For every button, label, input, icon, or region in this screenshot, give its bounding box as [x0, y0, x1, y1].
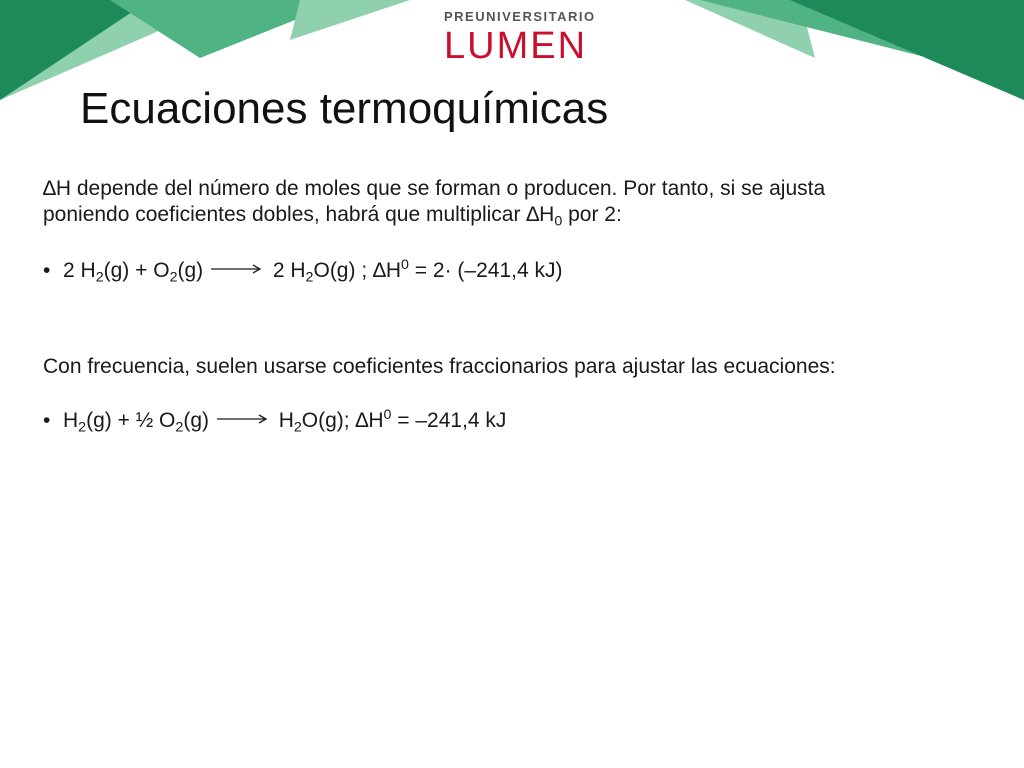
subscript: 2 — [169, 269, 178, 286]
eq1-product-h2o: 2 H — [272, 259, 306, 282]
intro-text-end: por 2: — [562, 203, 622, 226]
reaction-arrow-icon — [217, 414, 269, 424]
subscript: 2 — [95, 269, 104, 286]
logo-subtitle: PREUNIVERSITARIO — [444, 9, 596, 24]
intro-line-2 — [43, 202, 1018, 230]
delta-symbol: ∆ — [526, 203, 540, 226]
eq1-product-state: O(g) ; — [313, 259, 373, 282]
subscript: 2 — [175, 419, 184, 436]
eq1-state: (g) — [177, 259, 204, 282]
delta-symbol: ∆ — [43, 177, 56, 200]
subscript: 2 — [293, 419, 302, 436]
intro-text-2: poniendo coeficientes dobles, habrá que multiplicar — [43, 203, 527, 226]
eq1-enthalpy-value: = 2· (–241,4 kJ) — [408, 259, 563, 282]
intro-line-1 — [43, 176, 1018, 202]
slide-content — [43, 176, 1018, 434]
eq2-enthalpy-value: = –241,4 kJ — [391, 409, 507, 432]
bullet-icon: • — [43, 409, 51, 432]
reaction-arrow-icon — [211, 264, 263, 274]
logo-name: LUMEN — [444, 25, 588, 67]
banner-shape-left-light — [290, 0, 410, 40]
intro-text-1: H depende del número de moles que se forman o producen. Por tanto, si se ajusta — [55, 177, 826, 200]
enthalpy-h: H — [385, 259, 402, 282]
eq2-product-state: O(g); — [301, 409, 356, 432]
eq2-state: (g) — [183, 409, 209, 432]
brand-logo — [444, 9, 596, 67]
eq1-reactant-h2: 2 H — [63, 259, 96, 282]
equation-2 — [43, 408, 1018, 434]
eq2-product-h2o: H — [278, 409, 294, 432]
enthalpy-h: H — [368, 409, 384, 432]
subscript: 2 — [78, 419, 87, 436]
eq1-reactant-o2: (g) + O — [103, 259, 170, 282]
slide-title: Ecuaciones termoquímicas — [80, 84, 609, 133]
superscript: 0 — [383, 407, 392, 424]
bullet-icon: • — [43, 259, 51, 282]
superscript: 0 — [401, 257, 409, 274]
subscript: 0 — [554, 213, 563, 230]
eq2-reactant-o2: (g) + ½ O — [86, 409, 176, 432]
delta-symbol: ∆ — [355, 409, 369, 432]
enthalpy-h: H — [539, 203, 555, 226]
delta-symbol: ∆ — [373, 259, 386, 282]
frequency-paragraph: Con frecuencia, suelen usarse coeficientes fraccionarios para ajustar las ecuaciones: — [43, 355, 836, 378]
equation-1 — [43, 258, 1018, 284]
intro-paragraph — [43, 176, 1018, 228]
eq2-reactant-h2: H — [63, 409, 79, 432]
subscript: 2 — [305, 269, 314, 286]
